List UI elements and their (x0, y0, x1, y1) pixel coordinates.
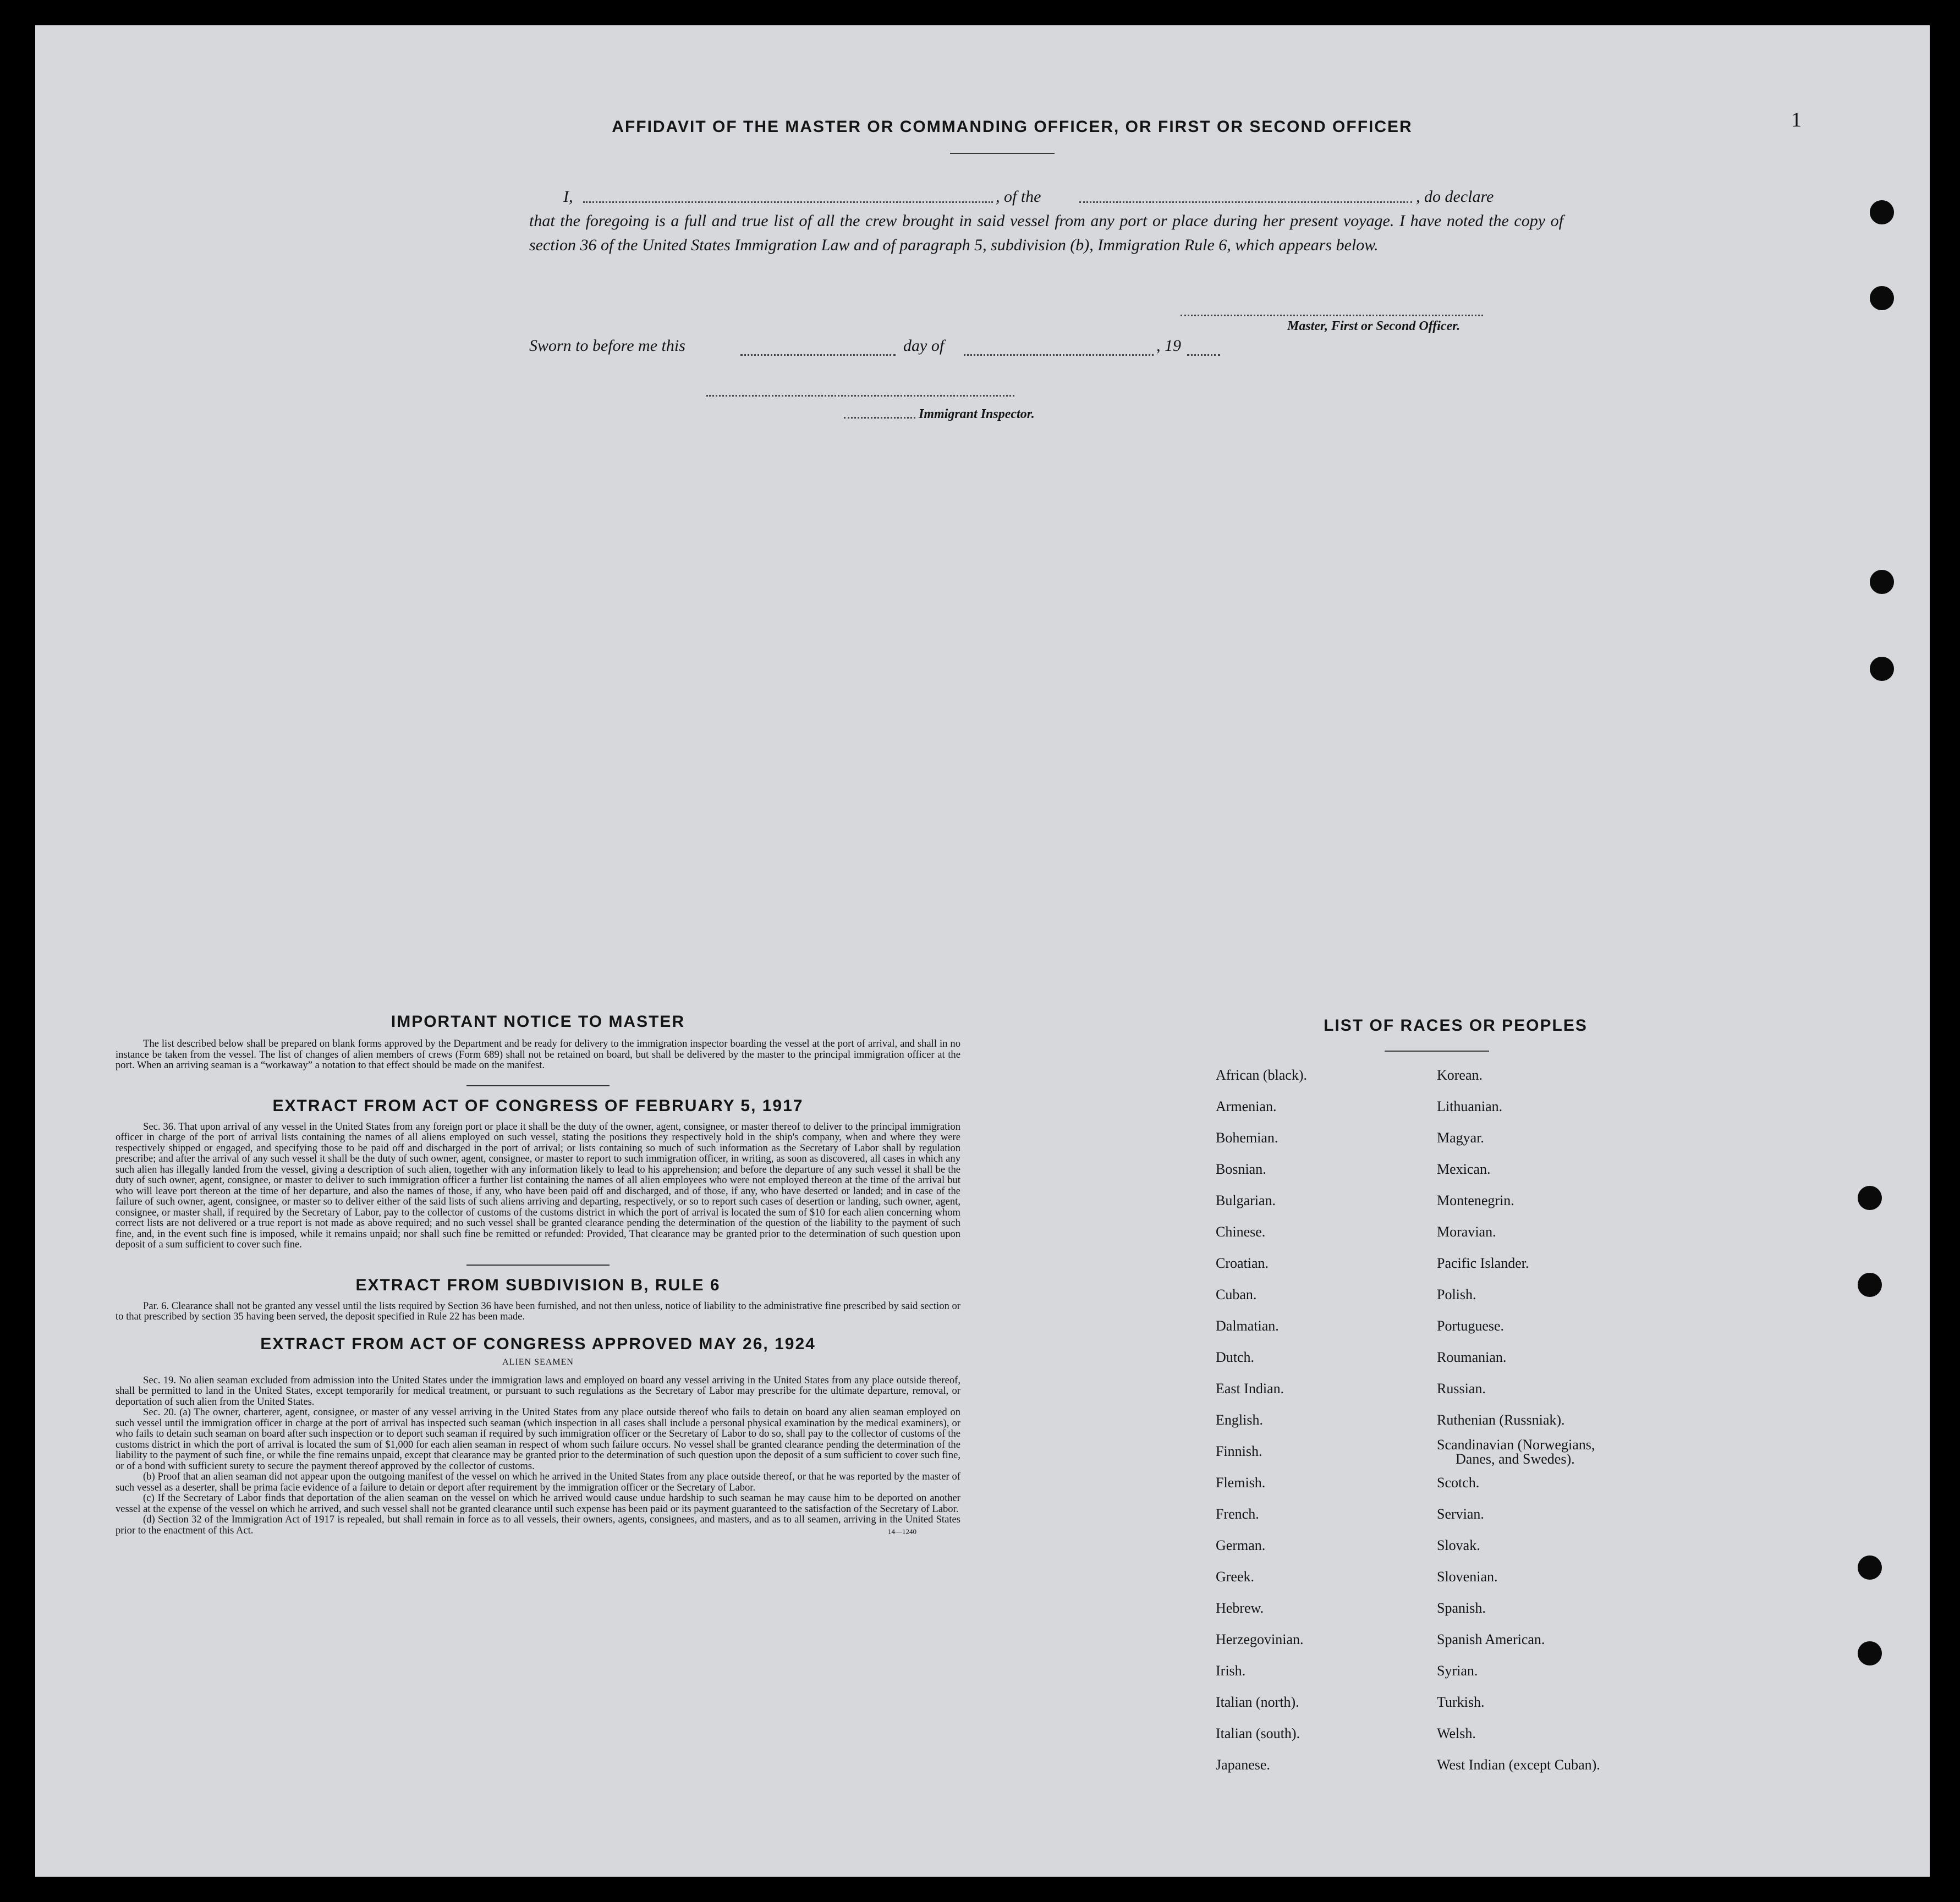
race-entry: English. (1216, 1412, 1263, 1428)
race-entry: Dutch. (1216, 1349, 1255, 1365)
race-entry: Welsh. (1437, 1725, 1476, 1741)
punch-hole (1858, 1186, 1882, 1210)
form-number: 14—1240 (888, 1527, 916, 1536)
extract-1924-subtitle: ALIEN SEAMEN (502, 1357, 574, 1367)
year-label: , 19 (1156, 337, 1181, 355)
signature-field[interactable] (1181, 315, 1483, 316)
race-entry: Servian. (1437, 1506, 1484, 1522)
do-declare-label: , do declare (1416, 188, 1494, 206)
punch-hole (1870, 200, 1894, 224)
race-entry: Cuban. (1216, 1287, 1257, 1302)
declaration-block (529, 185, 1563, 257)
race-entry: Turkish. (1437, 1694, 1485, 1710)
extract-1924-paragraph: Sec. 19. No alien seaman excluded from admission into the United States under the immigration laws and employed on board any vessel arriving in the United States from any place outside thereof, shall be permitted to land in the United States, except temporarily for medical treatment, or pursuant to such regulations as the Secretary of Labor may prescribe for the ultimate departure, removal, or deportation of such alien from the United States. (116, 1374, 960, 1408)
race-entry: Bulgarian. (1216, 1192, 1276, 1208)
race-entry: Syrian. (1437, 1663, 1478, 1679)
race-entry: Spanish American. (1437, 1631, 1545, 1647)
i-label: I, (563, 188, 573, 206)
race-entry: Roumanian. (1437, 1349, 1507, 1365)
race-entry: East Indian. (1216, 1381, 1284, 1397)
race-entry: Ruthenian (Russniak). (1437, 1412, 1565, 1428)
race-entry: Japanese. (1216, 1757, 1270, 1773)
declaration-line (529, 185, 1563, 209)
sworn-day-field[interactable] (740, 354, 896, 356)
extract-rule6-body: Par. 6. Clearance shall not be granted any vessel until the lists required by Section 36 have been furnished, and not then unless, notice of liability to the administrative fine prescribed by said section or to that prescribed by section 35 having been served, the deposit specified in Rule 22 has been made. (116, 1300, 960, 1322)
extract-1924-paragraph: (d) Section 32 of the Immigration Act of 1917 is repealed, but shall remain in force as to all vessels, their owners, agents, consignees, and masters, and as to all seamen, arriving in the United States prior to the enactment of this Act. (116, 1514, 960, 1536)
punch-hole (1870, 570, 1894, 594)
extract-1924-paragraph: (b) Proof that an alien seaman did not appear upon the outgoing manifest of the vessel on which he arrived in the United States from any place outside thereof, or that he was reported by the master of such vessel as a deserter, shall be prima facie evidence of a failure to detain or deport after requirement by the immigration officer or the Secretary of Labor. (116, 1471, 960, 1493)
race-entry: Slovak. (1437, 1537, 1480, 1553)
notice-title: IMPORTANT NOTICE TO MASTER (391, 1013, 685, 1031)
sworn-label: Sworn to before me this (529, 337, 685, 355)
name-field[interactable] (583, 201, 993, 203)
races-title: LIST OF RACES OR PEOPLES (1324, 1016, 1588, 1035)
race-entry: Dalmatian. (1216, 1318, 1279, 1334)
extract-1924-paragraph: (c) If the Secretary of Labor finds that deportation of the alien seaman on the vessel on which he arrived would cause undue hardship to such seaman he may cause him to be deported on another vessel at the expense of the vessel on which he arrived, and such vessel shall not be granted clearance until such expense has been paid or its payment guaranteed to the satisfaction of the Secretary of Labor. (116, 1492, 960, 1515)
title-underline (950, 153, 1055, 154)
sworn-year-field[interactable] (1187, 354, 1220, 356)
day-of-label: day of (903, 337, 945, 355)
punch-hole (1858, 1273, 1882, 1297)
punch-hole (1858, 1555, 1882, 1580)
race-entry: Moravian. (1437, 1224, 1496, 1240)
vessel-field[interactable] (1079, 201, 1412, 203)
race-entry: African (black). (1216, 1067, 1308, 1083)
race-entry: Croatian. (1216, 1255, 1269, 1271)
inspector-lead-dots (844, 417, 915, 419)
extract-1924-title: EXTRACT FROM ACT OF CONGRESS APPROVED MAY 26, 1924 (260, 1334, 816, 1353)
inspector-caption: Immigrant Inspector. (919, 407, 1035, 421)
sworn-month-field[interactable] (964, 354, 1154, 356)
punch-hole (1858, 1641, 1882, 1665)
race-entry: Bosnian. (1216, 1161, 1266, 1177)
extract-rule6-title: EXTRACT FROM SUBDIVISION B, RULE 6 (355, 1276, 721, 1294)
race-entry: West Indian (except Cuban). (1437, 1757, 1600, 1773)
form-page (35, 25, 1930, 1877)
race-entry: Herzegovinian. (1216, 1631, 1304, 1647)
race-entry: Italian (south). (1216, 1725, 1300, 1741)
race-entry: Finnish. (1216, 1443, 1262, 1459)
race-entry: Lithuanian. (1437, 1098, 1503, 1114)
race-entry: Slovenian. (1437, 1569, 1498, 1585)
race-entry: Mexican. (1437, 1161, 1491, 1177)
race-entry: Spanish. (1437, 1600, 1486, 1616)
race-entry: Chinese. (1216, 1224, 1266, 1240)
race-entry: Korean. (1437, 1067, 1483, 1083)
notice-body: The list described below shall be prepared on blank forms approved by the Department and be ready for delivery to the immigration inspector boarding the vessel at the port of arrival, and shall in no instance be taken from the vessel. The list of changes of alien members of crews (Form 689) shall not be retained on board, but shall be delivered by the master to the principal immigration officer at the port. When an arriving seaman is a “workaway” a notation to that effect should be made on the manifest. (116, 1038, 960, 1071)
sworn-line (529, 337, 1321, 364)
race-entry: Italian (north). (1216, 1694, 1299, 1710)
declaration-body: that the foregoing is a full and true list of all the crew brought in said vessel from any port or place during her present voyage. I have noted the copy of section 36 of the United States Immigration Law and of paragraph 5, subdivision (b), Immigration Rule 6, which appears below. (529, 212, 1563, 254)
race-entry: Hebrew. (1216, 1600, 1264, 1616)
race-entry: Scandinavian (Norwegians, Danes, and Swedes). (1437, 1437, 1595, 1467)
punch-hole (1870, 286, 1894, 310)
race-entry: Bohemian. (1216, 1130, 1278, 1146)
inspector-signature-field[interactable] (706, 395, 1014, 397)
race-entry: Pacific Islander. (1437, 1255, 1529, 1271)
section-divider (466, 1265, 610, 1266)
race-entry: Scotch. (1437, 1475, 1480, 1491)
races-title-underline (1385, 1051, 1489, 1052)
race-entry: Armenian. (1216, 1098, 1277, 1114)
race-entry: Russian. (1437, 1381, 1486, 1397)
affidavit-title: AFFIDAVIT OF THE MASTER OR COMMANDING OFFICER, OR FIRST OR SECOND OFFICER (612, 118, 1413, 136)
race-entry: Magyar. (1437, 1130, 1484, 1146)
race-entry: Flemish. (1216, 1475, 1266, 1491)
extract-1917-body: Sec. 36. That upon arrival of any vessel in the United States from any foreign port or place it shall be the duty of the owner, agent, consignee, or master thereof to deliver to the principal immigration officer in charge of the port of arrival lists containing the names of all aliens employed on such vessel, stating the positions they respectively hold in the ship's company, when and where they were respectively shipped or engaged, and specifying those to be paid off and discharged in the port of arrival; or lists containing so much of such information as the Secretary of Labor shall by regulation prescribe; and after the arrival of any such vessel it shall be the duty of such owner, agent, consignee, or master to report to such immigration officer, in writing, as soon as discovered, all cases in which any such alien has illegally landed from the vessel, giving a description of such alien, together with any information likely to lead to his apprehension; and before the departure of any such vessel it shall be the duty of such owner, agent, consignee, or master to deliver to such immigration officer a further list containing the names of all alien employees who were not employed thereon at the time of the arrival but who will leave port thereon at the time of her departure, and also the names of those, if any, who have been paid off and discharged, and of those, if any, who have deserted or landed; and in case of the failure of such owner, agent, consignee, or master so to deliver either of the said lists of such aliens arriving and departing, respectively, or so to report such cases of desertion or landing, such owner, agent, consignee, or master shall, if required by the Secretary of Labor, pay to the collector of customs of the customs district in which the port of arrival is located the sum of $10 for each alien concerning whom correct lists are not delivered or a true report is not made as above required; and no such vessel shall be granted clearance pending the determination of the question of the liability to the payment of such fine, and, in the event such fine is imposed, while it remains unpaid; nor shall such fine be remitted or refunded: Provided, That clearance may be granted prior to the determination of such question upon deposit of a sum sufficient to cover such fine. (116, 1120, 960, 1250)
race-entry: Greek. (1216, 1569, 1255, 1585)
race-entry: Montenegrin. (1437, 1192, 1514, 1208)
punch-hole (1870, 657, 1894, 681)
race-entry: Irish. (1216, 1663, 1246, 1679)
of-the-label: , of the (996, 188, 1041, 206)
signature-caption: Master, First or Second Officer. (1287, 319, 1461, 333)
race-entry: Portuguese. (1437, 1318, 1505, 1334)
extract-1924-paragraph: Sec. 20. (a) The owner, charterer, agent, consignee, or master of any vessel arriving in the United States from any place outside thereof who fails to detain on board any alien seaman employed on such vessel until the immigration officer in charge at the port of arrival has inspected such seaman (which inspection in all cases shall include a personal physical examination by the medical examiners), or who fails to detain such seaman on board after such inspection or to deport such seaman if required by such immigration officer or the Secretary of Labor to do so, shall pay to the collector of customs of the customs district in which the port of arrival is located the sum of $1,000 for each alien seaman in respect of whom such failure occurs. No vessel shall be granted clearance pending the determination of the liability to the payment of such fine, or while the fine remains unpaid, except that clearance may be granted prior to the determination of such question upon the deposit of a sum sufficient to cover such fine, or of a bond with sufficient surety to secure the payment thereof approved by the collector of customs. (116, 1406, 960, 1472)
race-entry: German. (1216, 1537, 1266, 1553)
section-divider (466, 1085, 610, 1086)
race-entry: Polish. (1437, 1287, 1476, 1302)
page-number: 1 (1791, 108, 1802, 131)
extract-1917-title: EXTRACT FROM ACT OF CONGRESS OF FEBRUARY 5, 1917 (272, 1096, 804, 1115)
notices-column (116, 1012, 960, 1536)
race-entry: French. (1216, 1506, 1259, 1522)
